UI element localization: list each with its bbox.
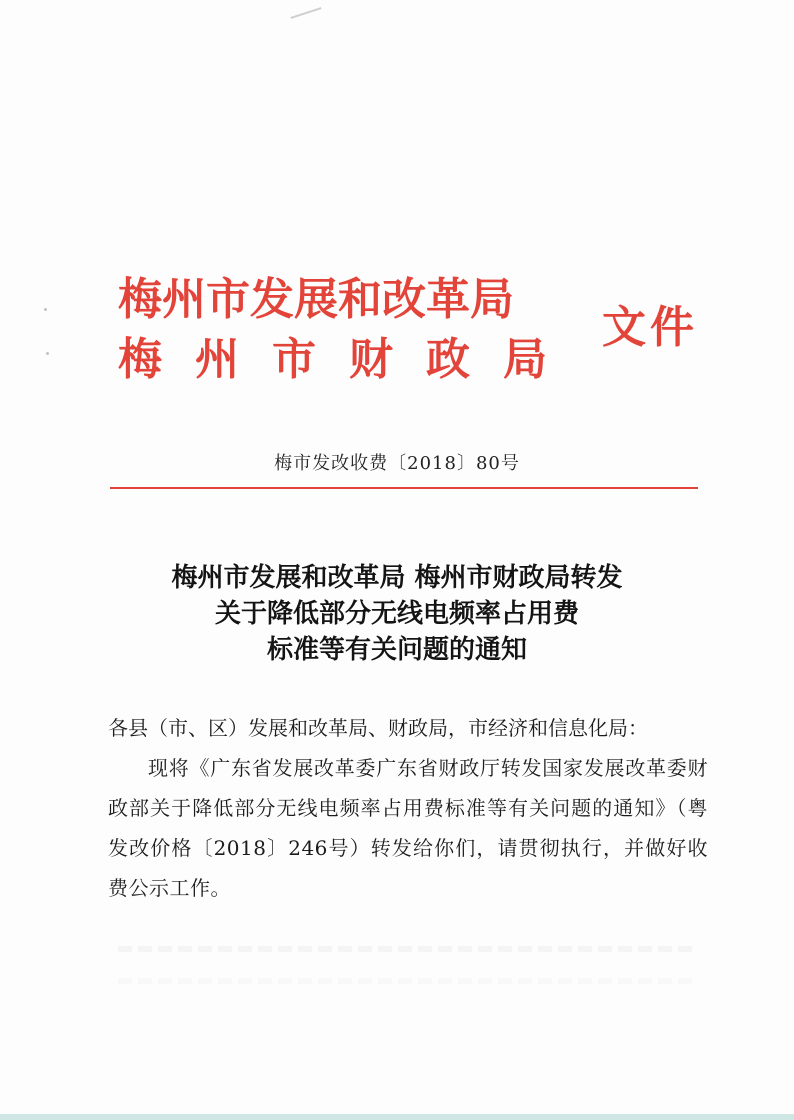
bleed-through-row: [118, 946, 698, 952]
red-divider-line: [110, 487, 698, 489]
scan-mark: [290, 7, 321, 19]
title-line-2: 关于降低部分无线电频率占用费: [214, 599, 579, 629]
masthead-doc-type: 文件: [602, 302, 698, 353]
document-body: [108, 708, 708, 908]
salutation: 各县（市、区）发展和改革局、财政局，市经济和信息化局：: [108, 716, 648, 740]
bleed-through-row: [118, 978, 698, 984]
masthead-org-line-1: 梅州市发展和改革局: [118, 274, 514, 325]
document-number: 梅市发改收费〔2018〕80号: [274, 453, 520, 474]
masthead-org-line-2: 梅州市财政局: [118, 334, 580, 385]
title-line-3: 标准等有关问题的通知: [266, 635, 527, 665]
title-line-1: 梅州市发展和改革局 梅州市财政局转发: [171, 563, 623, 593]
masthead: [118, 268, 698, 398]
scan-speck: [46, 352, 49, 355]
body-paragraph: 现将《广东省发展改革委广东省财政厅转发国家发展改革委财政部关于降低部分无线电频率占用费标准等有关问题的通知》（粤发改价格〔2018〕246号）转发给你们，请贯彻执行，并做好收费公示工作。: [108, 756, 708, 900]
scan-edge-strip: [0, 1114, 794, 1120]
scan-speck: [44, 308, 47, 311]
document-title: [0, 560, 794, 668]
